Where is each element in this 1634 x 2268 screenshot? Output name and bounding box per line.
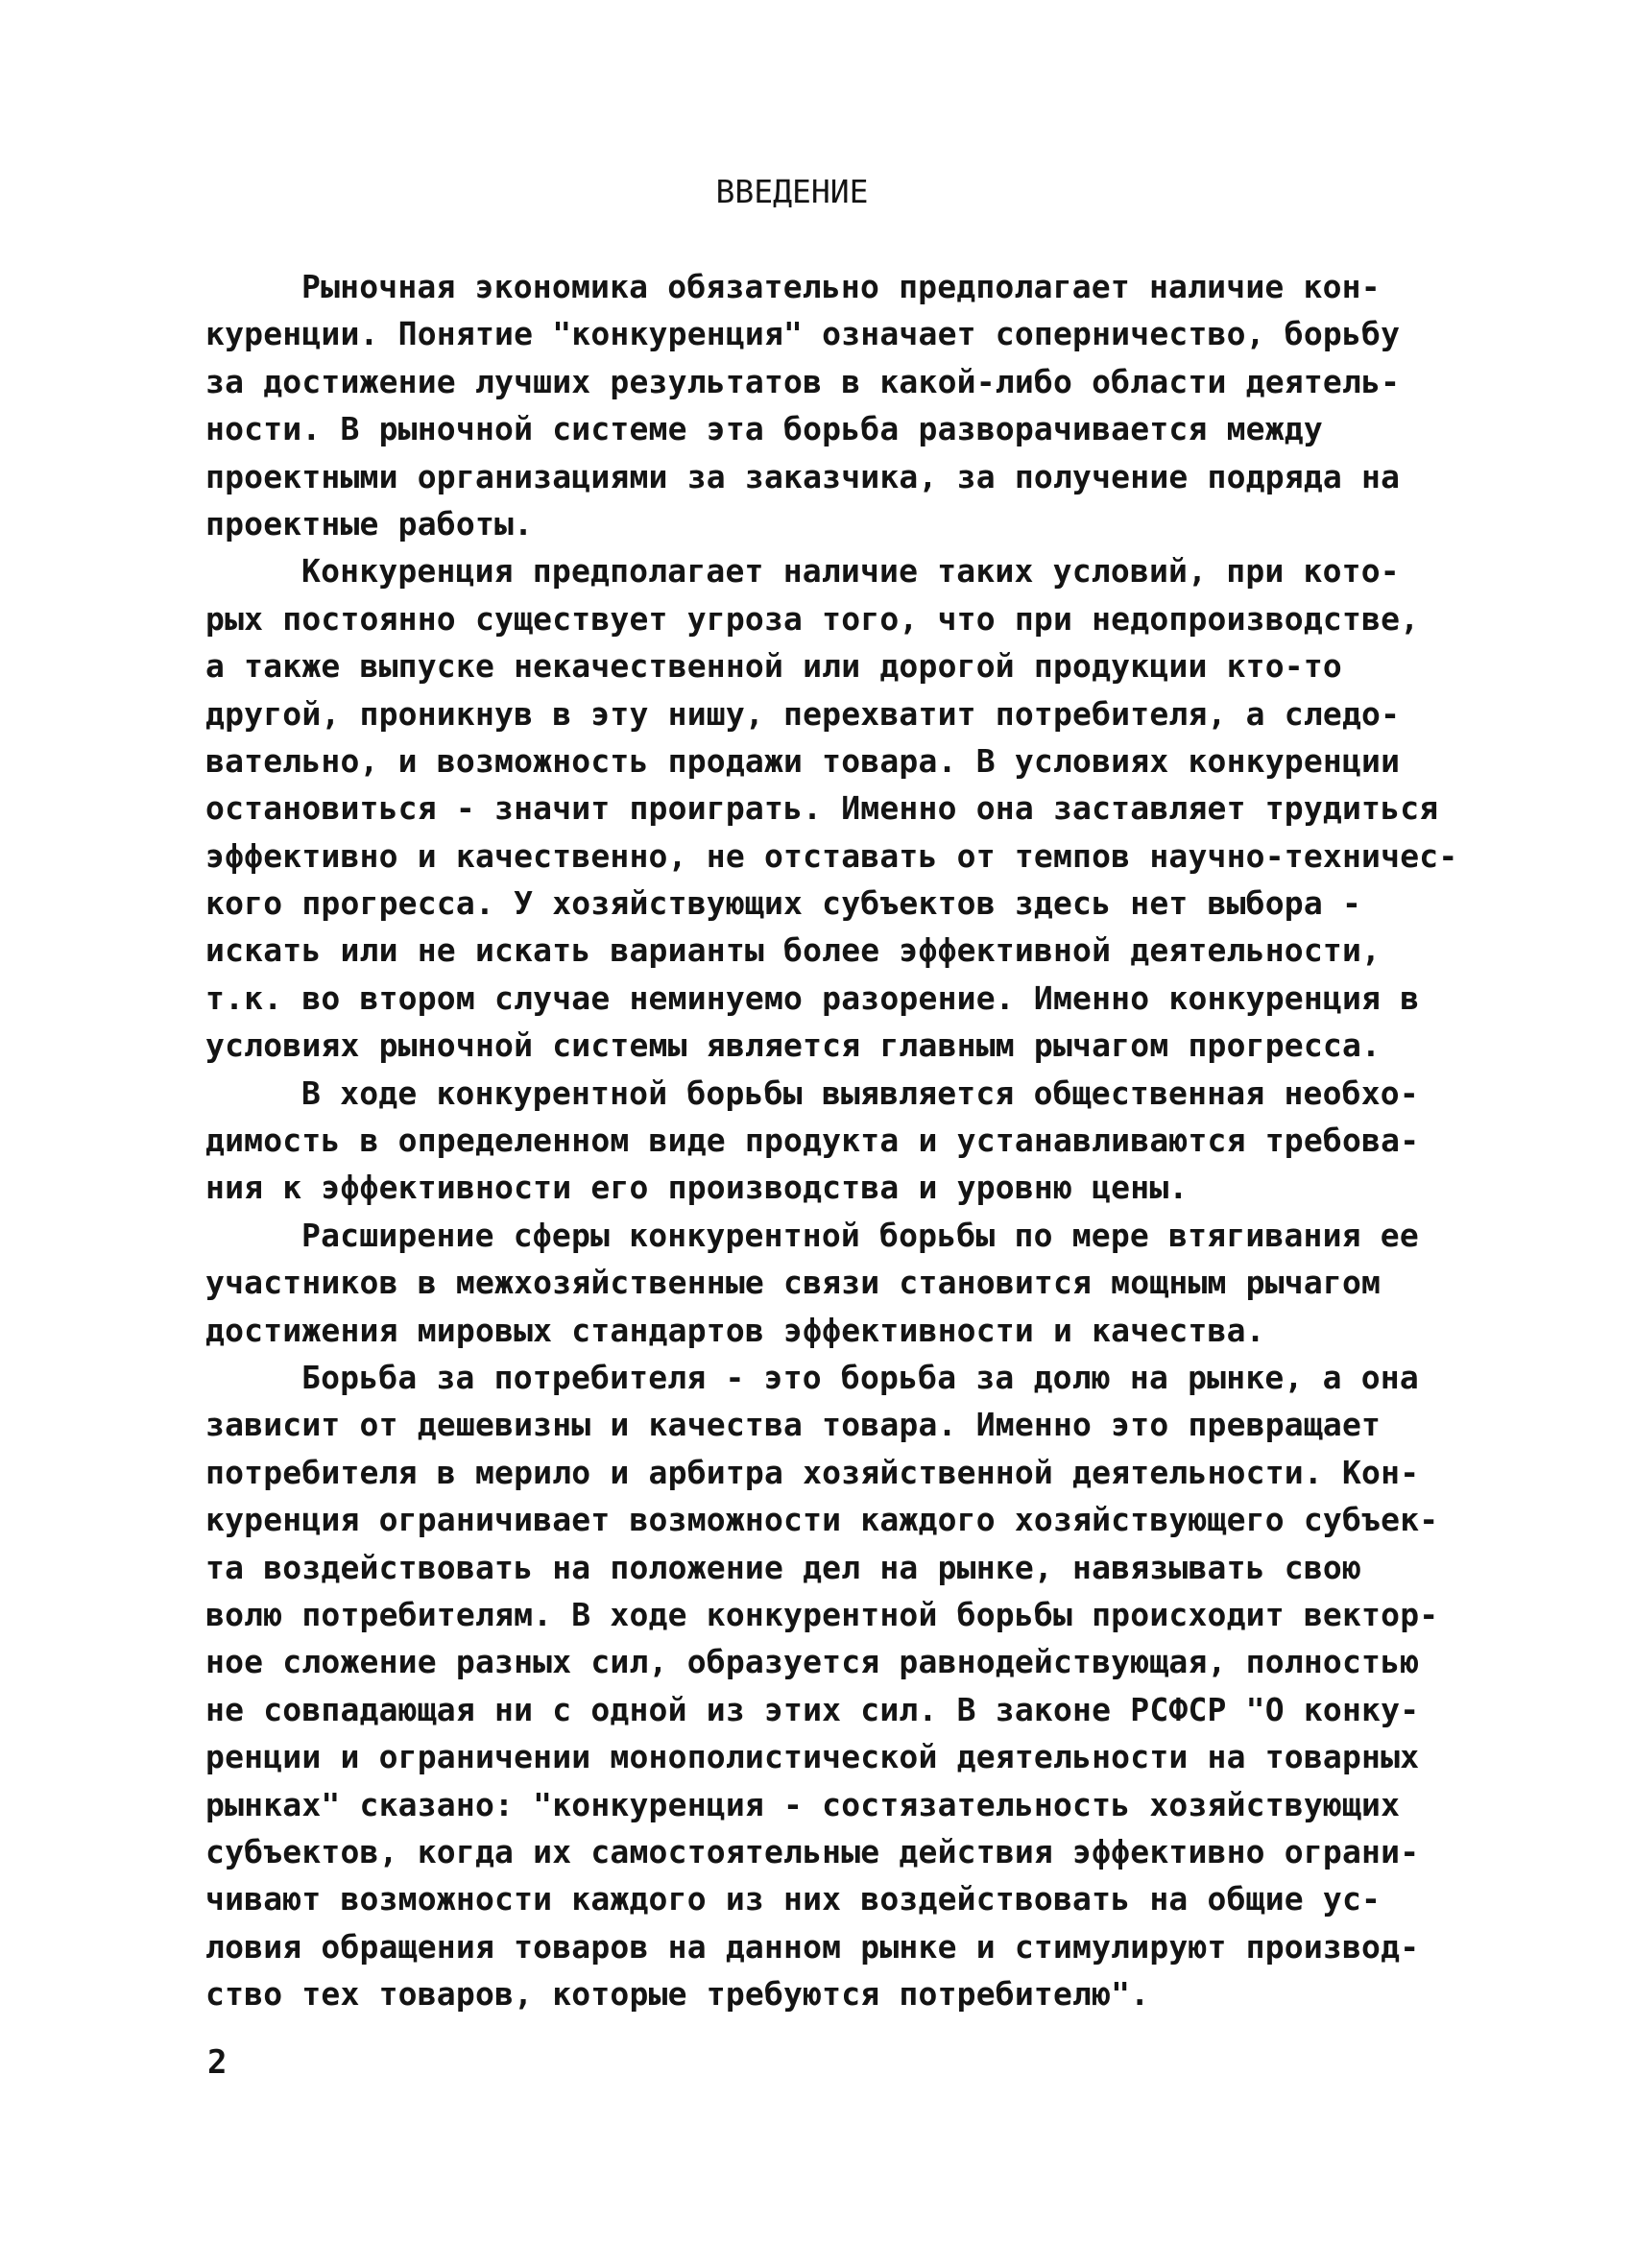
text-line: Борьба за потребителя - это борьба за долю на рынке, а она	[301, 1358, 1419, 1396]
text-line: куренция ограничивает возможности каждого хозяйствующего субъек-	[205, 1501, 1439, 1539]
text-line: участников в межхозяйственные связи становится мощным рычагом	[205, 1264, 1382, 1302]
body-text	[205, 263, 1492, 2017]
text-line: другой, проникнув в эту нишу, перехватит потребителя, а следо-	[205, 694, 1401, 733]
text-line: димость в определенном виде продукта и устанавливаются требова-	[205, 1122, 1420, 1160]
text-line: ство тех товаров, которые требуются потребителю".	[205, 1975, 1150, 2014]
text-line: чивают возможности каждого из них воздействовать на общие ус-	[205, 1880, 1382, 1918]
text-line: искать или не искать варианты более эффективной деятельности,	[205, 931, 1382, 970]
text-line: ренции и ограничении монополистической деятельности на товарных	[205, 1738, 1420, 1776]
text-line: В ходе конкурентной борьбы выявляется общественная необхо-	[301, 1074, 1419, 1112]
text-line: т.к. во втором случае неминуемо разорение. Именно конкуренция в	[205, 978, 1420, 1017]
text-line: ности. В рыночной системе эта борьба разворачивается между	[205, 410, 1323, 448]
text-line: субъектов, когда их самостоятельные действия эффективно ограни-	[205, 1832, 1420, 1870]
text-line: та воздействовать на положение дел на рынке, навязывать свою	[205, 1548, 1362, 1586]
text-line: рынках" сказано: "конкуренция - состязательность хозяйствующих	[205, 1785, 1401, 1823]
text-line: кого прогресса. У хозяйствующих субъектов здесь нет выбора -	[205, 884, 1362, 923]
text-line: Рыночная экономика обязательно предполагает наличие кон-	[301, 268, 1381, 305]
section-title: ВВЕДЕНИЕ	[715, 173, 869, 210]
text-line: Расширение сферы конкурентной борьбы по мере втягивания ее	[301, 1216, 1419, 1254]
text-line: эффективно и качественно, не отставать от темпов научно-техничес-	[205, 836, 1458, 875]
text-line: а также выпуске некачественной или дорогой продукции кто-то	[205, 647, 1342, 686]
text-line: зависит от дешевизны и качества товара. Именно это превращает	[205, 1406, 1382, 1444]
text-line: проектные работы.	[205, 504, 534, 543]
text-line: ния к эффективности его производства и уровню цены.	[205, 1169, 1189, 1207]
text-line: ловия обращения товаров на данном рынке и стимулируют производ-	[205, 1927, 1420, 1966]
text-line: Конкуренция предполагает наличие таких условий, при кото-	[301, 552, 1400, 591]
text-line: остановиться - значит проиграть. Именно она заставляет трудиться	[205, 789, 1439, 828]
text-line: за достижение лучших результатов в какой-либо области деятель-	[205, 362, 1401, 400]
text-line: рых постоянно существует угроза того, что при недопроизводстве,	[205, 599, 1420, 638]
text-line: не совпадающая ни с одной из этих сил. В законе РСФСР "О конку-	[205, 1690, 1420, 1728]
text-line: волю потребителям. В ходе конкурентной борьбы происходит вектор-	[205, 1595, 1439, 1633]
text-line: куренции. Понятие "конкуренция" означает соперничество, борьбу	[205, 315, 1401, 353]
text-line: достижения мировых стандартов эффективности и качества.	[205, 1311, 1265, 1349]
text-line: потребителя в мерило и арбитра хозяйственной деятельности. Кон-	[205, 1453, 1420, 1491]
page-number: 2	[207, 2043, 228, 2082]
text-line: проектными организациями за заказчика, за получение подряда на	[205, 457, 1401, 495]
text-line: ное сложение разных сил, образуется равнодействующая, полностью	[205, 1643, 1420, 1681]
text-line: условиях рыночной системы является главным рычагом прогресса.	[205, 1026, 1382, 1065]
text-line: вательно, и возможность продажи товара. В условиях конкуренции	[205, 741, 1401, 780]
